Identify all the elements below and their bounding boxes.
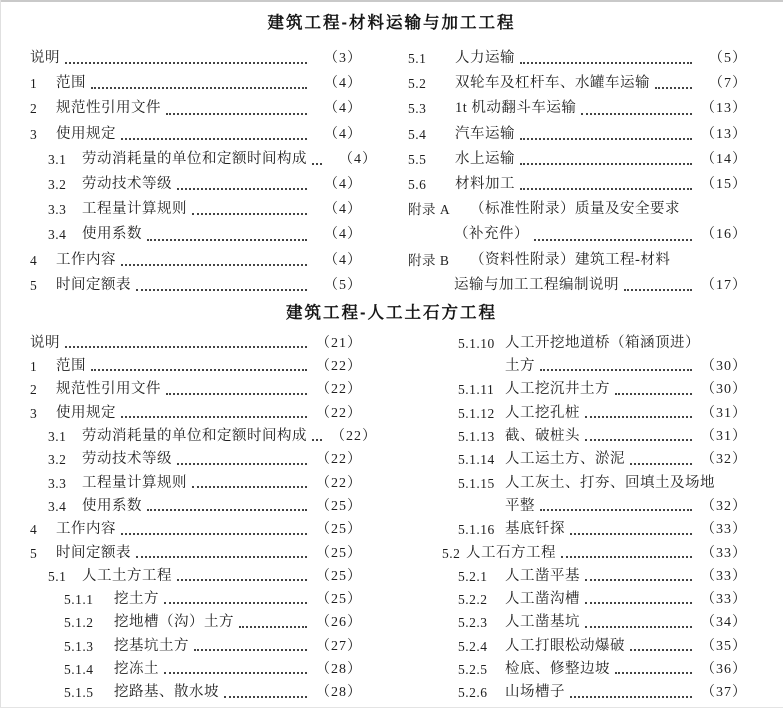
page-number: （32）: [701, 498, 747, 514]
entry-number: 3.4: [48, 227, 67, 243]
page-number: （16）: [701, 227, 747, 243]
dot-leader: [166, 113, 307, 115]
toc-entry: [408, 172, 747, 197]
page-number: （26）: [316, 615, 362, 631]
entry-title-continued: 运输与加工工程编制说明: [454, 276, 619, 293]
entry-number: 3.3: [48, 202, 67, 218]
toc-entry-continuation: [408, 495, 747, 518]
entry-number: 5.2.2: [458, 592, 488, 608]
page-number: （27）: [316, 638, 362, 654]
entry-title: 汽车运输: [455, 125, 515, 142]
dot-leader: [585, 416, 692, 418]
toc-entry: [30, 402, 362, 425]
section-title-earthwork: 建筑工程-人工土石方工程: [286, 303, 497, 322]
dot-leader: [520, 138, 692, 140]
dot-leader: [164, 672, 307, 674]
dot-leader: [630, 463, 692, 465]
page-number: （34）: [701, 615, 747, 631]
page-number: （28）: [316, 685, 362, 701]
toc-entry: [30, 448, 362, 471]
entry-title: 材料加工: [455, 175, 515, 192]
entry-number: 4: [30, 522, 38, 538]
page-number: （22）: [316, 359, 362, 375]
entry-title: 1t 机动翻斗车运输: [455, 100, 577, 117]
entry-number: 附录 A: [408, 202, 451, 218]
dot-leader: [615, 393, 692, 395]
toc-entry: [408, 122, 747, 147]
page-number: （25）: [316, 522, 362, 538]
toc-entry: [30, 172, 362, 197]
entry-title: 劳动消耗量的单位和定额时间构成: [82, 428, 307, 445]
toc-entry: [30, 46, 362, 71]
toc-entry: [30, 332, 362, 355]
entry-number: 1: [30, 76, 38, 92]
entry-title: 使用规定: [56, 404, 116, 421]
toc-entry: [408, 248, 747, 273]
toc-entry: [408, 542, 747, 565]
entry-number: 5.2.3: [458, 615, 488, 631]
dot-leader: [147, 239, 307, 241]
entry-title: 劳动消耗量的单位和定额时间构成: [82, 150, 307, 167]
entry-number: 5.1.5: [64, 685, 94, 701]
page-number: （7）: [709, 76, 747, 92]
page-number: （30）: [701, 359, 747, 375]
entry-title: 使用系数: [82, 497, 142, 514]
entry-title: 范围: [56, 358, 86, 375]
toc-entry: [408, 425, 747, 448]
page-number: （31）: [701, 429, 747, 445]
dot-leader: [615, 672, 692, 674]
entry-title: 山场槽子: [505, 684, 565, 701]
entry-title-continued: 土方: [505, 358, 535, 375]
dot-leader: [540, 509, 692, 511]
entry-title: 挖土方: [114, 591, 159, 608]
toc-entry-continuation: [408, 273, 747, 298]
entry-number: 5: [30, 545, 38, 561]
section-title-materials-transport: 建筑工程-材料运输与加工工程: [267, 14, 516, 32]
toc-entry: [30, 658, 362, 681]
toc-section-1: [0, 46, 783, 298]
entry-number: 2: [30, 101, 38, 117]
entry-number: 5.2.1: [458, 568, 488, 584]
toc-entry: [30, 355, 362, 378]
entry-number: 5.1: [408, 51, 427, 66]
page-number: （22）: [316, 452, 362, 468]
entry-number: 5.1.3: [64, 638, 94, 654]
entry-title: 人工挖沉井土方: [505, 381, 610, 398]
page-number: （17）: [701, 277, 747, 293]
entry-number: 5.1.10: [458, 335, 495, 351]
entry-title: 双轮车及杠杆车、水罐车运输: [455, 75, 650, 92]
page-number: （22）: [331, 429, 377, 445]
dot-leader: [540, 369, 692, 371]
toc-entry: [30, 248, 362, 273]
entry-number: 5.5: [408, 151, 427, 167]
dot-leader: [121, 533, 307, 535]
toc-entry: [408, 96, 747, 121]
entry-number: 1: [30, 359, 38, 375]
page-number: （22）: [316, 405, 362, 421]
entry-title: 人工凿平基: [505, 567, 580, 584]
entry-title: 使用系数: [82, 226, 142, 243]
entry-title: 人工打眼松动爆破: [505, 637, 625, 654]
toc-entry: [30, 588, 362, 611]
entry-number: 5: [30, 277, 38, 293]
page-number: （25）: [316, 545, 362, 561]
entry-title: 人力运输: [455, 50, 515, 66]
page-number: （3）: [324, 51, 362, 66]
entry-number: 2: [30, 382, 38, 398]
entry-number: 3.1: [48, 429, 67, 445]
toc-entry: [30, 197, 362, 222]
toc-entry: [30, 378, 362, 401]
toc-column-right: [408, 332, 747, 705]
entry-title: 人工灰土、打夯、回填土及场地: [505, 474, 715, 491]
entry-title: 时间定额表: [56, 544, 131, 561]
page-number: （36）: [701, 662, 747, 678]
entry-number: 5.1.4: [64, 662, 94, 678]
toc-entry: [30, 681, 362, 704]
dot-leader: [312, 439, 322, 441]
toc-entry: [408, 588, 747, 611]
entry-title: 人工开挖地道桥（箱涵顶进）: [505, 334, 700, 351]
entry-title: 范围: [56, 75, 86, 92]
entry-title: 规范性引用文件: [56, 100, 161, 117]
page-number: （4）: [324, 126, 362, 142]
page-number: （15）: [701, 176, 747, 192]
page-number: （25）: [316, 592, 362, 608]
entry-number: 5.1.1: [64, 592, 94, 608]
entry-title: 工程量计算规则: [82, 201, 187, 218]
entry-title: 人工土方工程: [82, 567, 172, 584]
toc-entry: [30, 122, 362, 147]
toc-entry: [408, 71, 747, 96]
entry-title: 劳动技术等级: [82, 175, 172, 192]
entry-title: 人工凿沟槽: [505, 591, 580, 608]
entry-number: 5.1.14: [458, 452, 495, 468]
toc-column-left: [30, 332, 377, 705]
entry-title: 人工石方工程: [466, 544, 556, 561]
toc-entry: [408, 681, 747, 704]
toc-entry: [408, 402, 747, 425]
toc-entry: [408, 448, 747, 471]
entry-title-continued: 平整: [505, 497, 535, 514]
entry-title: 挖地槽（沟）土方: [114, 614, 234, 631]
dot-leader: [121, 138, 307, 140]
page-number: （22）: [316, 382, 362, 398]
page-number: （5）: [324, 277, 362, 293]
page-number: （33）: [701, 545, 747, 561]
toc-entry: [408, 565, 747, 588]
toc-entry: [30, 565, 362, 588]
entry-title: 水上运输: [455, 150, 515, 167]
toc-entry: [30, 147, 377, 172]
page-number: （28）: [316, 662, 362, 678]
dot-leader: [194, 649, 307, 651]
dot-leader: [520, 62, 692, 64]
dot-leader: [177, 188, 307, 190]
page-number: （4）: [324, 227, 362, 243]
page-number: （31）: [701, 405, 747, 421]
entry-title: 人工运土方、淤泥: [505, 451, 625, 468]
entry-number: 5.1.15: [458, 475, 495, 491]
dot-leader: [581, 113, 692, 115]
toc-entry: [408, 378, 747, 401]
scan-edge-left: [0, 0, 1, 708]
entry-number: 3.2: [48, 176, 67, 192]
toc-entry-continuation: [408, 355, 747, 378]
dot-leader: [192, 213, 307, 215]
entry-number: 5.2.4: [458, 638, 488, 654]
entry-number: 5.1.13: [458, 429, 495, 445]
page-number: （4）: [339, 151, 377, 167]
entry-number: 5.2.5: [458, 662, 488, 678]
dot-leader: [585, 439, 692, 441]
dot-leader: [136, 556, 307, 558]
toc-entry: [408, 197, 747, 222]
entry-number: 3: [30, 405, 38, 421]
dot-leader: [561, 556, 692, 558]
entry-number: 5.6: [408, 176, 427, 192]
toc-section-2: [0, 332, 783, 705]
entry-title: 时间定额表: [56, 276, 131, 293]
entry-title: （资料性附录）建筑工程-材料: [470, 251, 671, 268]
entry-number: 5.3: [408, 101, 427, 117]
page-number: （30）: [701, 382, 747, 398]
toc-entry: [408, 518, 747, 541]
dot-leader: [65, 62, 307, 64]
entry-number: 4: [30, 252, 38, 268]
dot-leader: [192, 486, 307, 488]
dot-leader: [312, 163, 322, 165]
entry-title: 挖基坑土方: [114, 637, 189, 654]
entry-title: 说明: [30, 50, 60, 66]
entry-number: 3.4: [48, 498, 67, 514]
dot-leader: [121, 264, 307, 266]
toc-entry: [30, 635, 362, 658]
dot-leader: [91, 87, 307, 89]
entry-title: 基底钎探: [505, 521, 565, 538]
dot-leader: [177, 463, 307, 465]
page-number: （4）: [324, 202, 362, 218]
entry-number: 5.1.11: [458, 382, 495, 398]
entry-title: 使用规定: [56, 125, 116, 142]
entry-title: 检底、修整边坡: [505, 661, 610, 678]
dot-leader: [655, 87, 692, 89]
entry-title-continued: （补充件）: [454, 226, 529, 243]
toc-entry: [408, 472, 747, 495]
dot-leader: [136, 289, 307, 291]
entry-number: 5.2.6: [458, 685, 488, 701]
toc-entry: [408, 46, 747, 71]
dot-leader: [520, 163, 692, 165]
entry-title: 挖冻土: [114, 661, 159, 678]
toc-entry: [30, 222, 362, 247]
toc-entry-continuation: [408, 222, 747, 247]
entry-title: 人工凿基坑: [505, 614, 580, 631]
page-number: （4）: [324, 76, 362, 92]
entry-number: 3.3: [48, 475, 67, 491]
page-number: （37）: [701, 685, 747, 701]
page-number: （22）: [316, 475, 362, 491]
dot-leader: [177, 579, 307, 581]
entry-number: 5.2: [442, 545, 461, 561]
dot-leader: [121, 416, 307, 418]
page-number: （25）: [316, 568, 362, 584]
entry-number: 5.1.2: [64, 615, 94, 631]
dot-leader: [585, 579, 692, 581]
page-number: （4）: [324, 252, 362, 268]
dot-leader: [534, 239, 692, 241]
entry-title: 挖路基、散水坡: [114, 684, 219, 701]
scan-edge-top: [0, 0, 783, 2]
dot-leader: [239, 626, 307, 628]
toc-column-left: [30, 46, 377, 298]
toc-entry: [30, 71, 362, 96]
page-number: （5）: [709, 51, 747, 66]
toc-column-right: [408, 46, 747, 298]
entry-title: 工程量计算规则: [82, 474, 187, 491]
entry-number: 附录 B: [408, 252, 450, 268]
dot-leader: [585, 626, 692, 628]
entry-number: 3: [30, 126, 38, 142]
dot-leader: [166, 393, 307, 395]
page-number: （4）: [324, 176, 362, 192]
toc-entry: [408, 147, 747, 172]
entry-title: 规范性引用文件: [56, 381, 161, 398]
toc-entry: [30, 518, 362, 541]
toc-entry: [30, 425, 377, 448]
entry-number: 3.2: [48, 452, 67, 468]
dot-leader: [570, 533, 692, 535]
page-number: （13）: [701, 101, 747, 117]
entry-title: 说明: [30, 334, 60, 351]
page-number: （33）: [701, 592, 747, 608]
page-number: （35）: [701, 638, 747, 654]
dot-leader: [630, 649, 692, 651]
toc-entry: [408, 611, 747, 634]
dot-leader: [65, 346, 307, 348]
entry-title: 劳动技术等级: [82, 451, 172, 468]
dot-leader: [624, 289, 692, 291]
entry-number: 5.1.16: [458, 522, 495, 538]
page-number: （14）: [701, 151, 747, 167]
entry-title: 截、破桩头: [505, 428, 580, 445]
entry-number: 5.1.12: [458, 405, 495, 421]
entry-number: 3.1: [48, 151, 67, 167]
dot-leader: [164, 602, 307, 604]
entry-title: 工作内容: [56, 521, 116, 538]
toc-entry: [30, 273, 362, 298]
entry-title: 人工挖孔桩: [505, 404, 580, 421]
entry-number: 5.1: [48, 568, 67, 584]
dot-leader: [91, 369, 307, 371]
page-number: （33）: [701, 522, 747, 538]
dot-leader: [585, 602, 692, 604]
dot-leader: [147, 509, 307, 511]
page-number: （13）: [701, 126, 747, 142]
toc-entry: [30, 611, 362, 634]
toc-entry: [408, 332, 747, 355]
entry-title: 工作内容: [56, 251, 116, 268]
entry-number: 5.4: [408, 126, 427, 142]
entry-title: （标准性附录）质量及安全要求: [470, 201, 680, 218]
toc-entry: [30, 96, 362, 121]
toc-entry: [30, 495, 362, 518]
page-number: （4）: [324, 101, 362, 117]
page-number: （25）: [316, 498, 362, 514]
toc-entry: [30, 542, 362, 565]
dot-leader: [520, 188, 692, 190]
toc-entry: [408, 658, 747, 681]
page-number: （32）: [701, 452, 747, 468]
toc-entry: [30, 472, 362, 495]
toc-entry: [408, 635, 747, 658]
entry-number: 5.2: [408, 76, 427, 92]
page-number: （21）: [316, 335, 362, 351]
dot-leader: [224, 696, 307, 698]
dot-leader: [570, 696, 692, 698]
page-number: （33）: [701, 568, 747, 584]
